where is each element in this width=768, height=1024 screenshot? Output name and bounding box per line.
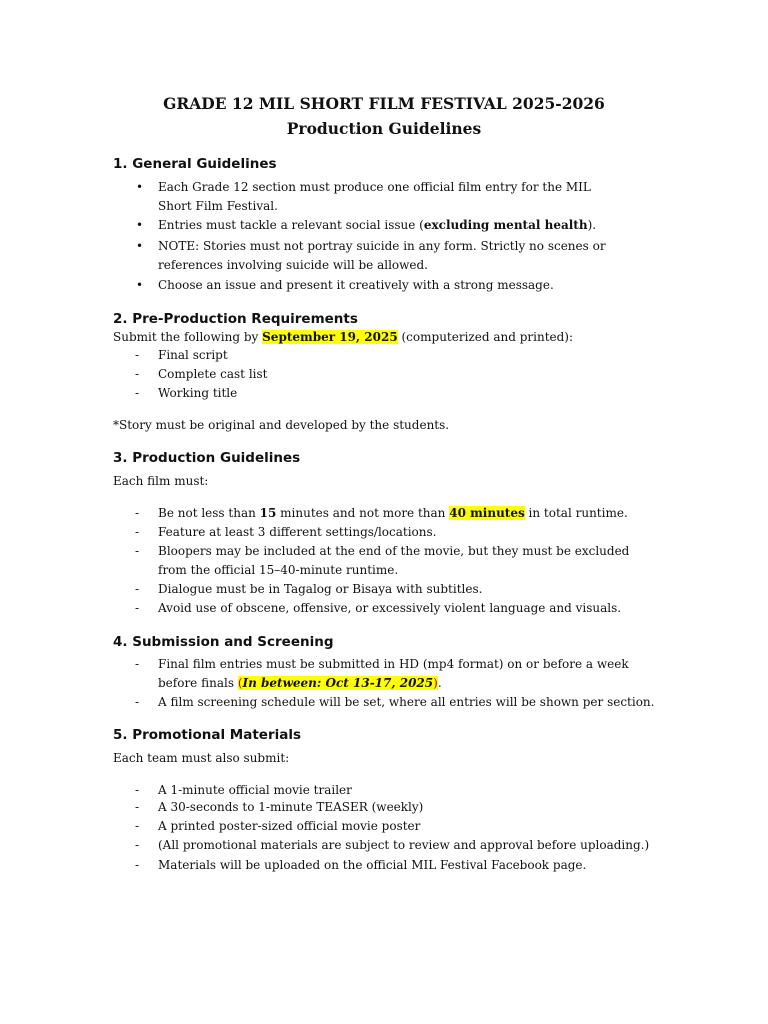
- section-1-heading: 1. General Guidelines: [113, 156, 277, 172]
- list-item-text: A film screening schedule will be set, where all entries will be shown per section.: [158, 695, 655, 709]
- section-3-intro: Each film must:: [113, 474, 209, 488]
- list-item-text: Working title: [158, 386, 238, 400]
- list-item-text: Be not less than 15 minutes and not more than 40 minutes in total runtime.: [158, 506, 628, 520]
- list-item-text: Choose an issue and present it creatively with a strong message.: [158, 278, 554, 292]
- list-item: [135, 580, 655, 599]
- dash-marker: -: [135, 819, 140, 833]
- runtime-highlight: 40 minutes: [449, 506, 525, 520]
- list-item: [135, 599, 655, 618]
- section-5-intro: Each team must also submit:: [113, 751, 290, 765]
- dash-marker: -: [135, 506, 140, 520]
- section-2-intro: Submit the following by September 19, 2025 (computerized and printed):: [113, 330, 574, 344]
- list-item: [135, 655, 655, 693]
- list-item-text: A printed poster-sized official movie poster: [158, 819, 421, 833]
- dash-marker: -: [135, 544, 140, 558]
- dash-marker: -: [135, 348, 140, 362]
- list-item: [135, 346, 655, 365]
- list-item-text: Final script: [158, 348, 228, 362]
- bullet-icon: •: [136, 218, 144, 232]
- list-item: [135, 817, 655, 836]
- screening-dates-highlight: In between: Oct 13-17, 2025: [242, 676, 434, 690]
- dash-marker: -: [135, 838, 140, 852]
- list-item: [135, 542, 655, 580]
- list-item: [135, 693, 655, 712]
- list-item-text: Materials will be uploaded on the official MIL Festival Facebook page.: [158, 858, 587, 872]
- dash-marker: -: [135, 858, 140, 872]
- list-item: [135, 798, 655, 817]
- list-item: [135, 276, 655, 295]
- dash-marker: -: [135, 386, 140, 400]
- list-item: [135, 216, 655, 235]
- list-item-text: Entries must tackle a relevant social issue (excluding mental health).: [158, 218, 597, 232]
- list-item: [135, 836, 655, 855]
- list-item: [135, 237, 655, 275]
- list-item-text: Dialogue must be in Tagalog or Bisaya with subtitles.: [158, 582, 483, 596]
- list-item-text: Each Grade 12 section must produce one official film entry for the MIL Short Film Festival.: [158, 180, 591, 213]
- section-2-heading: 2. Pre-Production Requirements: [113, 311, 358, 327]
- list-item-text: Avoid use of obscene, offensive, or excessively violent language and visuals.: [158, 601, 622, 615]
- dash-marker: -: [135, 367, 140, 381]
- dash-marker: -: [135, 582, 140, 596]
- bullet-icon: •: [136, 278, 144, 292]
- section-4-heading: 4. Submission and Screening: [113, 634, 334, 650]
- list-item-text: (All promotional materials are subject to review and approval before uploading.): [158, 838, 650, 852]
- bullet-icon: •: [136, 180, 144, 194]
- section-2-note: *Story must be original and developed by the students.: [113, 418, 450, 432]
- list-item: [135, 504, 655, 523]
- dash-marker: -: [135, 525, 140, 539]
- list-item: [135, 384, 655, 403]
- document-subtitle: Production Guidelines: [286, 119, 482, 138]
- dash-marker: -: [135, 783, 140, 797]
- list-item-text: NOTE: Stories must not portray suicide in any form. Strictly no scenes or references involving suicide will be allowed.: [158, 239, 606, 272]
- list-item-text: A 1-minute official movie trailer: [158, 783, 352, 797]
- dash-marker: -: [135, 601, 140, 615]
- list-item-text: Bloopers may be included at the end of the movie, but they must be excluded from the official 15–40-minute runtime.: [158, 544, 630, 577]
- deadline-highlight: September 19, 2025: [262, 330, 398, 344]
- section-5-heading: 5. Promotional Materials: [113, 727, 302, 743]
- list-item: [135, 523, 655, 542]
- section-3-heading: 3. Production Guidelines: [113, 450, 301, 466]
- list-item-text: Final film entries must be submitted in HD (mp4 format) on or before a week before finals (In between: Oct 13-17, 2025).: [158, 657, 629, 690]
- dash-marker: -: [135, 695, 140, 709]
- list-item: [135, 365, 655, 384]
- list-item: [135, 856, 655, 875]
- dash-marker: -: [135, 800, 140, 814]
- dash-marker: -: [135, 657, 140, 671]
- emphasis-text: excluding mental health: [423, 218, 588, 232]
- list-item-text: Complete cast list: [158, 367, 268, 381]
- list-item-text: A 30-seconds to 1-minute TEASER (weekly): [158, 800, 424, 814]
- list-item: [135, 178, 655, 216]
- bullet-icon: •: [136, 239, 144, 253]
- document-title: GRADE 12 MIL SHORT FILM FESTIVAL 2025-2026: [163, 94, 605, 113]
- list-item-text: Feature at least 3 different settings/locations.: [158, 525, 437, 539]
